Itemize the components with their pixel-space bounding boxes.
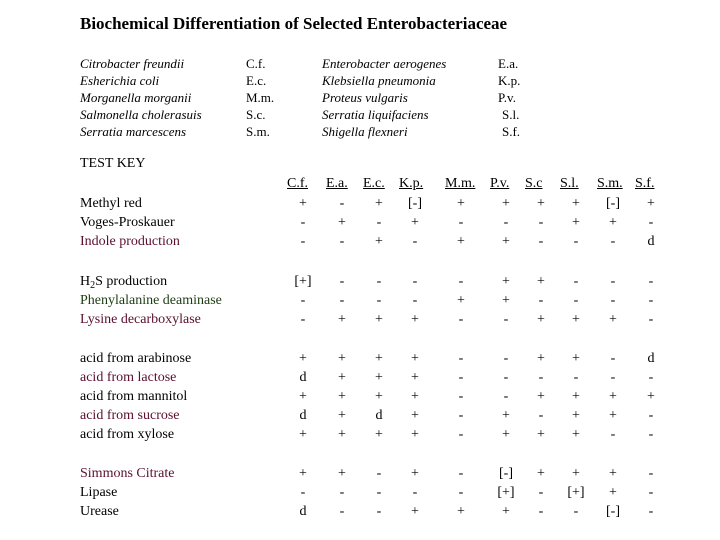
result-cell: +	[338, 427, 346, 442]
result-cell: +	[299, 389, 307, 404]
test-label: acid from lactose	[80, 370, 177, 385]
result-cell: +	[457, 196, 465, 211]
result-cell: +	[411, 466, 419, 481]
result-cell: -	[610, 427, 616, 442]
result-cell: [+]	[497, 485, 515, 500]
result-cell: +	[338, 312, 346, 327]
result-cell: +	[375, 196, 383, 211]
column-header: S.l.	[560, 176, 579, 191]
organism-abbreviation: S.c.	[246, 107, 266, 122]
organism-name: Salmonella cholerasuis	[80, 107, 202, 122]
result-cell: -	[648, 215, 654, 230]
result-cell: -	[458, 274, 464, 289]
result-cell: -	[648, 485, 654, 500]
result-cell: +	[502, 504, 510, 519]
result-cell: +	[572, 351, 580, 366]
result-cell: +	[609, 215, 617, 230]
page-title: Biochemical Differentiation of Selected Enterobacteriaceae	[80, 14, 508, 33]
column-header: S.c	[525, 176, 543, 191]
test-label: Lysine decarboxylase	[80, 312, 201, 327]
column-header: M.m.	[445, 176, 476, 191]
result-cell: -	[503, 370, 509, 385]
result-cell: -	[412, 485, 418, 500]
result-cell: -	[610, 274, 616, 289]
result-cell: -	[458, 485, 464, 500]
organism-name: Shigella flexneri	[322, 124, 408, 139]
test-label: Urease	[80, 504, 119, 519]
result-cell: -	[412, 234, 418, 249]
organism-abbreviation: S.m.	[246, 124, 270, 139]
result-cell: -	[376, 215, 382, 230]
result-cell: -	[300, 234, 306, 249]
result-cell: +	[572, 466, 580, 481]
result-cell: +	[572, 408, 580, 423]
result-cell: +	[502, 234, 510, 249]
result-cell: [-]	[606, 504, 620, 519]
result-cell: [-]	[499, 466, 513, 481]
result-cell: +	[375, 234, 383, 249]
result-cell: -	[648, 293, 654, 308]
result-cell: d	[647, 234, 655, 249]
test-label: Indole production	[80, 234, 180, 249]
result-cell: -	[573, 504, 579, 519]
result-cell: +	[572, 215, 580, 230]
result-cell: +	[537, 389, 545, 404]
result-cell: +	[537, 274, 545, 289]
result-cell: +	[502, 274, 510, 289]
result-cell: +	[502, 196, 510, 211]
result-cell: -	[339, 485, 345, 500]
result-cell: +	[338, 408, 346, 423]
result-cell: -	[339, 293, 345, 308]
organism-name: Serratia liquifaciens	[322, 107, 429, 122]
column-header: P.v.	[490, 176, 510, 191]
result-cell: +	[572, 196, 580, 211]
result-cell: +	[647, 389, 655, 404]
result-cell: +	[338, 370, 346, 385]
organism-name: Esherichia coli	[80, 73, 160, 88]
result-cell: -	[573, 293, 579, 308]
result-cell: +	[338, 215, 346, 230]
organism-abbreviation: K.p.	[498, 73, 521, 88]
result-cell: -	[573, 274, 579, 289]
result-cell: [-]	[408, 196, 422, 211]
result-cell: -	[300, 293, 306, 308]
result-cell: -	[538, 234, 544, 249]
result-cell: +	[502, 293, 510, 308]
result-cell: -	[610, 293, 616, 308]
result-cell: +	[572, 389, 580, 404]
result-cell: -	[538, 504, 544, 519]
organism-name: Enterobacter aerogenes	[322, 56, 447, 71]
column-header: S.f.	[635, 176, 655, 191]
result-cell: -	[648, 427, 654, 442]
result-cell: +	[537, 196, 545, 211]
result-cell: d	[647, 351, 655, 366]
result-cell: -	[538, 293, 544, 308]
result-cell: +	[375, 351, 383, 366]
result-cell: +	[411, 312, 419, 327]
result-cell: -	[458, 466, 464, 481]
organism-abbreviation: E.a.	[498, 56, 519, 71]
result-cell: -	[412, 274, 418, 289]
result-cell: -	[300, 312, 306, 327]
result-cell: +	[609, 408, 617, 423]
column-header: E.c.	[363, 176, 385, 191]
test-label: acid from arabinose	[80, 351, 192, 366]
result-cell: -	[648, 312, 654, 327]
result-cell: +	[299, 196, 307, 211]
organism-name: Serratia marcescens	[80, 124, 187, 139]
result-cell: -	[412, 293, 418, 308]
result-cell: -	[503, 312, 509, 327]
result-cell: -	[503, 351, 509, 366]
organism-abbreviation: E.c.	[246, 73, 267, 88]
result-cell: -	[339, 504, 345, 519]
result-cell: +	[609, 466, 617, 481]
test-label: Simmons Citrate	[80, 466, 175, 481]
result-cell: [+]	[294, 274, 312, 289]
result-cell: -	[376, 504, 382, 519]
result-cell: +	[609, 389, 617, 404]
result-cell: +	[338, 466, 346, 481]
result-cell: +	[375, 389, 383, 404]
result-cell: -	[538, 408, 544, 423]
result-cell: -	[339, 196, 345, 211]
result-cell: +	[338, 351, 346, 366]
test-label-subscript: 2	[90, 280, 96, 291]
result-cell: +	[537, 427, 545, 442]
result-cell: +	[647, 196, 655, 211]
result-cell: [-]	[606, 196, 620, 211]
result-cell: -	[648, 408, 654, 423]
result-cell: +	[411, 215, 419, 230]
result-cell: +	[299, 466, 307, 481]
result-cell: +	[572, 312, 580, 327]
test-label-rest: S production	[95, 274, 168, 289]
result-cell: d	[299, 370, 307, 385]
organism-abbreviation: S.l.	[502, 107, 520, 122]
result-cell: -	[648, 274, 654, 289]
test-label: Phenylalanine deaminase	[80, 293, 222, 308]
result-cell: +	[375, 312, 383, 327]
organism-name: Proteus vulgaris	[322, 90, 408, 105]
test-key-label: TEST KEY	[80, 156, 146, 171]
result-cell: d	[375, 408, 383, 423]
result-cell: d	[299, 504, 307, 519]
result-cell: +	[537, 312, 545, 327]
result-cell: +	[537, 466, 545, 481]
result-cell: -	[458, 351, 464, 366]
test-label: acid from sucrose	[80, 408, 180, 423]
result-cell: -	[339, 234, 345, 249]
result-cell: +	[609, 485, 617, 500]
result-cell: [+]	[567, 485, 585, 500]
result-cell: +	[457, 234, 465, 249]
result-cell: -	[573, 234, 579, 249]
result-cell: -	[300, 485, 306, 500]
result-cell: +	[375, 427, 383, 442]
result-cell: d	[299, 408, 307, 423]
result-cell: -	[376, 293, 382, 308]
result-cell: +	[299, 351, 307, 366]
result-cell: +	[457, 293, 465, 308]
organism-abbreviation: M.m.	[246, 90, 275, 105]
test-label-main: H	[80, 274, 91, 289]
result-cell: -	[376, 274, 382, 289]
result-cell: +	[411, 408, 419, 423]
result-cell: -	[458, 370, 464, 385]
result-cell: -	[610, 234, 616, 249]
organism-abbreviation: P.v.	[498, 90, 516, 105]
result-cell: +	[572, 427, 580, 442]
result-cell: -	[458, 427, 464, 442]
result-cell: -	[458, 408, 464, 423]
test-label: Lipase	[80, 485, 118, 500]
result-cell: -	[376, 485, 382, 500]
result-cell: +	[502, 427, 510, 442]
result-cell: +	[537, 351, 545, 366]
organism-name: Klebsiella pneumonia	[322, 73, 436, 88]
test-label: Voges-Proskauer	[80, 215, 175, 230]
column-header: S.m.	[597, 176, 623, 191]
test-label: acid from mannitol	[80, 389, 188, 404]
result-cell: -	[610, 370, 616, 385]
column-header: K.p.	[399, 176, 424, 191]
column-header: E.a.	[326, 176, 348, 191]
result-cell: -	[573, 370, 579, 385]
result-cell: -	[376, 466, 382, 481]
result-cell: +	[299, 427, 307, 442]
result-cell: +	[338, 389, 346, 404]
result-cell: +	[411, 427, 419, 442]
result-cell: +	[411, 351, 419, 366]
result-cell: -	[300, 215, 306, 230]
result-cell: +	[375, 370, 383, 385]
test-label: acid from xylose	[80, 427, 175, 442]
result-cell: -	[648, 466, 654, 481]
result-cell: +	[411, 389, 419, 404]
result-cell: +	[502, 408, 510, 423]
result-cell: -	[503, 215, 509, 230]
organism-name: Citrobacter freundii	[80, 56, 185, 71]
result-cell: +	[457, 504, 465, 519]
result-cell: +	[411, 504, 419, 519]
result-cell: -	[538, 370, 544, 385]
column-header: C.f.	[287, 176, 308, 191]
organism-abbreviation: C.f.	[246, 56, 266, 71]
result-cell: +	[411, 370, 419, 385]
organism-abbreviation: S.f.	[502, 124, 521, 139]
result-cell: -	[648, 504, 654, 519]
organism-name: Morganella morganii	[80, 90, 192, 105]
result-cell: -	[458, 215, 464, 230]
result-cell: -	[538, 215, 544, 230]
test-label: Methyl red	[80, 196, 142, 211]
result-cell: -	[610, 351, 616, 366]
result-cell: -	[503, 389, 509, 404]
result-cell: +	[609, 312, 617, 327]
result-cell: -	[458, 389, 464, 404]
result-cell: -	[339, 274, 345, 289]
result-cell: -	[458, 312, 464, 327]
result-cell: -	[648, 370, 654, 385]
result-cell: -	[538, 485, 544, 500]
